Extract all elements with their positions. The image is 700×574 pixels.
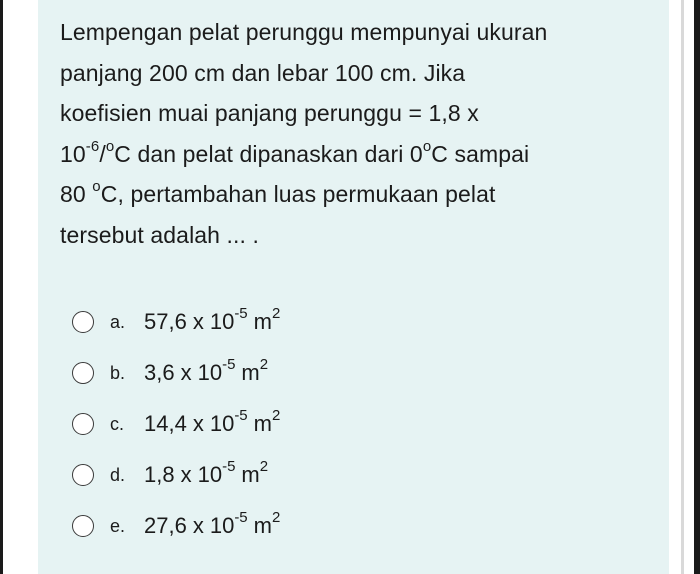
question-line: Lempengan pelat perunggu mempunyai ukuran [60, 19, 548, 45]
radio-button-d[interactable] [72, 464, 94, 486]
question-line: tersebut adalah ... . [60, 221, 260, 248]
option-e[interactable] [70, 509, 470, 543]
option-value: 57,6 x $10^{-5}$ $m^2$ [144, 304, 281, 334]
option-value: 1,8 x $10^{-5}$ $m^2$ [144, 457, 269, 487]
question-line-expansion-coefficient: $10^{-6}/^oC$ dan pelat dipanaskan dari 0$^o$C sampai [60, 137, 530, 167]
radio-button-a[interactable] [72, 311, 94, 333]
option-letter: c. [110, 413, 125, 434]
option-letter: e. [110, 515, 126, 536]
option-letter: d. [110, 464, 126, 485]
question-line: koefisien muai panjang perunggu = 1,8 x [60, 100, 479, 126]
option-d[interactable] [70, 458, 470, 492]
option-b[interactable] [70, 356, 470, 390]
option-letter: a. [110, 311, 126, 332]
option-value: 27,6 x $10^{-5}$ $m^2$ [144, 508, 281, 538]
option-value: 3,6 x $10^{-5}$ $m^2$ [144, 355, 269, 385]
radio-button-c[interactable] [72, 413, 94, 435]
option-a[interactable] [70, 305, 470, 339]
option-value: 14,4 x $10^{-5}$ $m^2$ [144, 406, 281, 436]
radio-button-b[interactable] [72, 362, 94, 384]
question-line: panjang 200 cm dan lebar 100 cm. Jika [60, 59, 466, 86]
option-letter: b. [110, 362, 126, 383]
option-c[interactable] [70, 407, 470, 441]
question-line-temperature: 80 $^o$C, pertambahan luas permukaan pelat [60, 178, 496, 207]
radio-button-e[interactable] [72, 515, 94, 537]
